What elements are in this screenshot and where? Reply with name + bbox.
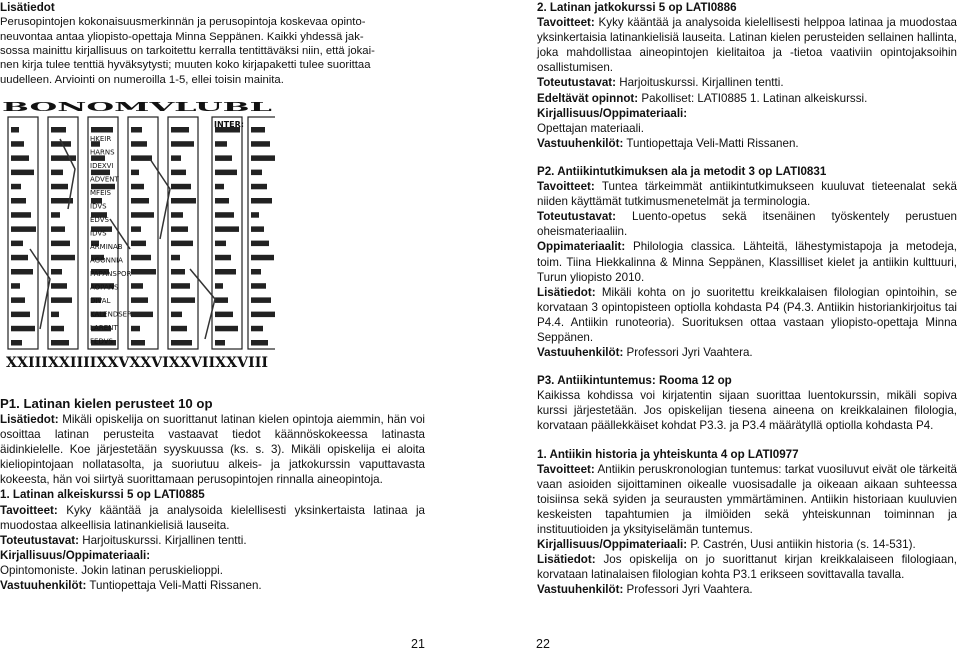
inscription-letters: [11, 241, 23, 247]
inscription-letters: [131, 255, 151, 260]
course2-heading: 2. Latinan jatkokurssi 5 op LATI0886: [537, 1, 737, 14]
inscription-letters: [215, 198, 229, 204]
inscription-row-text: KALENDSER: [90, 310, 132, 319]
inscription-letters: [251, 155, 275, 161]
course1-vastuu: [0, 578, 425, 593]
inscription-letters: [11, 212, 31, 218]
inscription-letters: [251, 184, 267, 190]
inscription-letters: [51, 255, 75, 260]
inscription-letters: [11, 198, 26, 204]
inscription-row-text: ADVENT: [90, 175, 119, 184]
inscription-letters: [215, 155, 232, 161]
inscription-letters: [171, 198, 196, 204]
inscription-letters: [215, 226, 239, 232]
inscription-letters: [171, 155, 181, 161]
inscription-bottom-text: XXIIIXXIIIIXXVXXVIXXVIIXXVIII: [6, 355, 268, 371]
label: Lisätiedot:: [0, 413, 59, 426]
inscription-row-text: EDVS: [90, 216, 109, 224]
inscription-letters: [11, 155, 29, 161]
inscription-letters: [251, 198, 272, 204]
inscription-letters: [51, 170, 63, 176]
inscription-crack: [150, 159, 170, 239]
text: Tuntiopettaja Veli-Matti Rissanen.: [623, 136, 799, 150]
text: Mikäli opiskelija on suorittanut latinan kielen opintoja aiemmin, hän voi osoittaa latinan perusteita vastaavat tiedot käännöskokeessa latinasta äidinkielelle. Koe järjestetään syyskuussa (ks. s. 3). Mikäli opiskelija ei aloita kieliopintojaan nollatasolta, ja suoriutuu alkeis- ja jatkokurssin vaputtavasta kokeesta, hän voi siirtyä suorittamaan perusopintojen rinnalla aineopintoja.: [0, 413, 425, 487]
inscription-letters: [11, 255, 28, 260]
inscription-letters: [251, 170, 262, 176]
inscription-crack: [190, 269, 215, 339]
inscription-letters: [11, 312, 30, 318]
inscription-letters: [51, 312, 59, 318]
course1-toteutustavat: [0, 533, 425, 548]
inscription-row-text: HKEIR: [90, 135, 112, 143]
inscription-letters: [251, 312, 275, 318]
p1-section: [0, 396, 425, 593]
inscription-letters: [215, 212, 234, 218]
label: Toteutustavat:: [537, 76, 617, 90]
inscription-top-text: BONOMVLUBL: [2, 100, 274, 114]
lisatiedot-line: neuvontaa antaa yliopisto-opettaja Minna Seppänen. Kaikki yhdessä jak-: [0, 30, 364, 43]
inscription-letters: [215, 297, 228, 303]
inscription-letters: [51, 297, 72, 303]
inscription-letters: [251, 226, 264, 232]
inscription-letters: [251, 340, 268, 346]
page-number-left: 21: [411, 637, 425, 651]
text: Harjoituskurssi. Kirjallinen tentti.: [616, 76, 784, 90]
inscription-letters: [51, 269, 62, 275]
inscription-crack: [30, 249, 50, 329]
inscription-letters: [171, 241, 193, 247]
label: Oppimateriaalit:: [537, 240, 626, 254]
inscription-letters: [215, 241, 226, 247]
lisatiedot-line: sossa mainittu kirjallisuus on tarkoitettu kerralla tentittäväksi niin, että jokai-: [0, 44, 375, 57]
label: Toteutustavat:: [537, 210, 617, 224]
lisatiedot-line: uudelleen. Arviointi on numeroilla 1-5, ellei toisin mainita.: [0, 73, 284, 86]
inscription-letters: [171, 226, 188, 232]
inscription-letters: [51, 212, 60, 218]
p2-heading: P2. Antiikintutkimuksen ala ja metodit 3 op LATI0831: [537, 164, 827, 178]
label: Vastuuhenkilöt:: [537, 136, 624, 150]
p3-1-lisatiedot: [537, 552, 957, 582]
p1-lisatiedot: [0, 412, 425, 487]
inscription-letters: [131, 170, 139, 176]
inscription-letters: [251, 241, 269, 247]
inscription-letters: [171, 184, 191, 190]
inscription-letters: [131, 198, 149, 204]
lisatiedot-paragraph: [0, 15, 425, 87]
course2-kirjallisuus-text: Opettajan materiaali.: [537, 121, 644, 135]
inscription-letters: [131, 141, 147, 147]
p3-1-heading: 1. Antiikin historia ja yhteiskunta 4 op LATI0977: [537, 447, 799, 461]
inscription-letters: [131, 127, 142, 133]
text: P. Castrén, Uusi antiikin historia (s. 14-531).: [687, 538, 916, 552]
inscription-letters: [11, 226, 36, 232]
inscription-letters: [251, 255, 274, 260]
inscription-letters: [251, 283, 266, 289]
inscription-letters: [215, 326, 238, 332]
p1-heading: P1. Latinan kielen perusteet 10 op: [0, 396, 213, 411]
inscription-letters: [11, 326, 35, 332]
course2-toteutustavat: [537, 75, 957, 90]
text: Kyky kääntää ja analysoida kielellisesti yksinkertaista latinaa ja muodostaa alkeellisia latinankielisiä lauseita.: [0, 503, 425, 532]
calendar-inscription-image: [0, 99, 275, 371]
inscription-letters: [215, 141, 227, 147]
inscription-letters: [131, 297, 148, 303]
left-page-column: [0, 0, 425, 593]
right-page-column: [537, 0, 957, 597]
inscription-right-header: INTER:: [214, 120, 244, 129]
label: Vastuuhenkilöt:: [537, 583, 624, 597]
lisatiedot-line: Perusopintojen kokonaisuusmerkinnän ja perusopintoja koskevaa opinto-: [0, 16, 366, 29]
inscription-letters: [215, 184, 224, 190]
label: Kirjallisuus/Oppimateriaali:: [537, 538, 688, 552]
inscription-row-text: IDVS: [90, 229, 107, 238]
spacer: [537, 151, 957, 164]
inscription-letters: [11, 283, 20, 289]
inscription-letters: [215, 340, 225, 346]
inscription-letters: [251, 297, 271, 303]
p2-vastuu: [537, 345, 957, 360]
inscription-letters: [51, 283, 67, 289]
inscription-letters: [51, 184, 68, 190]
label: Edeltävät opinnot:: [537, 91, 639, 105]
inscription-letters: [251, 212, 259, 218]
label: Vastuuhenkilöt:: [0, 579, 87, 593]
p3-1-kirjallisuus: [537, 537, 957, 552]
inscription-row-text: HARNS: [90, 148, 115, 157]
inscription-row-text: ARMINAB: [90, 243, 123, 251]
inscription-letters: [131, 226, 141, 232]
inscription-letters: [215, 269, 236, 275]
inscription-letters: [51, 226, 65, 232]
inscription-row-text: IDEXVI: [90, 162, 114, 170]
inscription-letters: [215, 312, 233, 318]
course2-tavoitteet: [537, 15, 957, 75]
spacer: [537, 434, 957, 447]
inscription-letters: [131, 326, 140, 332]
p3-1-tavoitteet: [537, 462, 957, 537]
course1-kirjallisuus-text: Opintomoniste. Jokin latinan peruskielioppi.: [0, 563, 223, 577]
inscription-letters: [131, 212, 154, 218]
inscription-letters: [171, 326, 187, 332]
course1-heading: 1. Latinan alkeiskurssi 5 op LATI0885: [0, 488, 205, 502]
p3-1-vastuu: [537, 582, 957, 597]
page-number-right: 22: [536, 637, 550, 651]
inscription-letters: [215, 283, 223, 289]
label: Tavoitteet:: [537, 16, 595, 30]
inscription-row-text: FEDVS: [90, 337, 113, 346]
inscription-letters: [171, 340, 192, 346]
inscription-row-text: AOPANS: [90, 283, 119, 292]
inscription-letters: [171, 255, 180, 260]
inscription-letters: [11, 340, 22, 346]
label: Tavoitteet:: [537, 462, 595, 476]
p2-tavoitteet: [537, 179, 957, 209]
inscription-letters: [215, 255, 231, 260]
text: Jos opiskelija on jo suorittanut kirjan kreikkalaiseen filologiaan, korvataan latinalaisen filologian kohta P3.1 erikseen sovittavalla tavalla.: [537, 553, 957, 582]
inscription-letters: [171, 212, 183, 218]
inscription-letters: [251, 141, 270, 147]
p2-oppimateriaalit: [537, 239, 957, 284]
inscription-letters: [171, 312, 182, 318]
text: Pakolliset: LATI0885 1. Latinan alkeiskurssi.: [638, 91, 868, 105]
inscription-letters: [91, 127, 113, 133]
course2-vastuu: [537, 136, 957, 151]
inscription-letters: [171, 170, 186, 176]
inscription-letters: [251, 269, 261, 275]
course2-edeltavat: [537, 91, 957, 106]
inscription-letters: [251, 326, 263, 332]
inscription-letters: [51, 340, 69, 346]
inscription-letters: [51, 127, 66, 133]
inscription-letters: [131, 269, 156, 275]
label: Toteutustavat:: [0, 533, 80, 547]
inscription-letters: [251, 127, 265, 133]
inscription-letters: [11, 127, 19, 133]
inscription-letters: [131, 155, 152, 161]
p3-heading: P3. Antiikintuntemus: Rooma 12 op: [537, 374, 732, 388]
inscription-row-text: LARENT: [90, 324, 118, 332]
inscription-letters: [11, 269, 33, 275]
inscription-letters: [171, 127, 189, 133]
inscription-letters: [215, 170, 237, 176]
course2-kirjallisuus-label: Kirjallisuus/Oppimateriaali:: [537, 106, 688, 120]
spacer: [537, 360, 957, 373]
p2-lisatiedot: [537, 285, 957, 345]
text: Kyky kääntää ja analysoida kielellisesti helppoa latinaa ja muodostaa yksinkertaisia latinankielisiä lauseita. Latinan kielen perusteiden sellainen hallinta, joka mahdollistaa aineopintojen kielitaitoa ja -tietoa vaativiin opintojaksoihin osallistumisen.: [537, 16, 957, 75]
inscription-letters: [171, 269, 185, 275]
inscription-drawing: [0, 99, 275, 371]
inscription-letters: [171, 297, 195, 303]
label: Lisätiedot:: [537, 285, 596, 299]
inscription-letters: [131, 241, 146, 247]
label: Tavoitteet:: [537, 180, 595, 194]
label: Lisätiedot:: [537, 553, 596, 567]
inscription-row-text: IDVS: [90, 202, 107, 211]
inscription-letters: [171, 141, 194, 147]
inscription-row-text: PAPANSPOR: [90, 270, 132, 278]
lisatiedot-line: nen kirja tulee tenttiä hyväksytysti; muuten koko kirjapaketti tulee suorittaa: [0, 59, 371, 72]
p3-text: Kaikissa kohdissa voi kirjatentin sijaan suorittaa luentokurssin, mikäli sopiva kurssi järjestetään. Jos opiskelijan tiesena aineena on kreikkalainen filologia, korvataan päällekkäiset kohdat P3.3. ja P3.4 määrätyllä optiolla kohdasta P4.: [537, 389, 957, 433]
inscription-row-text: AGONNIA: [90, 256, 123, 265]
inscription-letters: [11, 170, 34, 176]
inscription-letters: [91, 170, 110, 176]
label: Tavoitteet:: [0, 503, 58, 517]
lisatiedot-heading: Lisätiedot: [0, 1, 55, 14]
text: Tuntiopettaja Veli-Matti Rissanen.: [86, 579, 262, 593]
label: Vastuuhenkilöt:: [537, 346, 624, 360]
course1-kirjallisuus-label: Kirjallisuus/Oppimateriaali:: [0, 548, 151, 562]
inscription-letters: [131, 283, 143, 289]
course1-tavoitteet: [0, 503, 425, 533]
inscription-row-text: DIVAL: [90, 297, 111, 305]
inscription-letters: [11, 184, 21, 190]
inscription-letters: [51, 326, 64, 332]
inscription-row-text: MFEIS: [90, 189, 111, 197]
text: Professori Jyri Vaahtera.: [623, 346, 753, 360]
inscription-letters: [131, 340, 145, 346]
text: Philologia classica. Lähteitä, lähestymistapoja ja metodeja, toim. Tiina Hiekkalinna & Minna Seppänen, Klassilliset kielet ja antiikin kulttuuri, Turun yliopisto 2010.: [537, 240, 957, 284]
text: Luento-opetus sekä itsenäinen työskentely perustuen oheismateriaaliin.: [537, 210, 957, 239]
inscription-letters: [131, 184, 144, 190]
text: Tuntea tärkeimmät antiikintutkimukseen kuuluvat tieteenalat sekä niiden käyttämät tutkimusmenetelmät ja terminologia.: [537, 180, 957, 209]
inscription-letters: [171, 283, 190, 289]
inscription-letters: [131, 312, 153, 318]
p2-toteutustavat: [537, 209, 957, 239]
inscription-letters: [51, 241, 70, 247]
inscription-letters: [11, 141, 24, 147]
inscription-letters: [51, 155, 76, 161]
text: Antiikin peruskronologian tuntemus: tarkat vuosiluvut eivät ole tärkeitä vaan asioiden sijoittaminen oikealle vuosisadalle ja oikeaan aikaan suhteessa toisiinsa sekä syiden ja seurausten ymmärtäminen. Antiikin historiaan kuuluvien keskeisten tapahtumien ja ilmiöiden sekä yhteiskunnan toiminnan ja instituutioiden ja yksityiselämän tuntemus.: [537, 462, 957, 536]
text: Harjoituskurssi. Kirjallinen tentti.: [79, 533, 247, 547]
text: Mikäli kohta on jo suoritettu kreikkalaisen filologian opintoihin, se korvataan 3 opintopisteen optiolla kohdasta P4 (P4.3. Antiikin historiankirjoitus tai P4.4. Antiikin runoteoria). Suorituksen ottaa vastaan yliopisto-opettaja Minna Seppänen.: [537, 285, 957, 344]
inscription-letters: [11, 297, 25, 303]
text: Professori Jyri Vaahtera.: [623, 583, 753, 597]
